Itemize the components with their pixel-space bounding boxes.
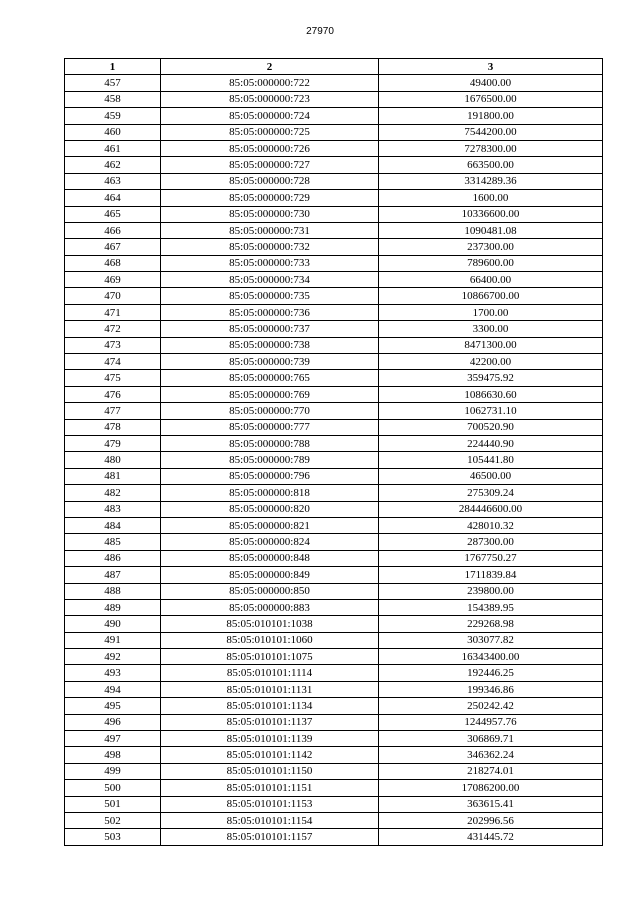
table-row <box>65 386 603 402</box>
row-number-cell: 496 <box>65 714 161 730</box>
cadastral-number-cell: 85:05:000000:734 <box>161 272 379 288</box>
cadastral-number-cell: 85:05:010101:1153 <box>161 796 379 812</box>
row-number-cell: 468 <box>65 255 161 271</box>
cadastral-number-cell: 85:05:000000:770 <box>161 403 379 419</box>
row-number-cell: 483 <box>65 501 161 517</box>
table-row <box>65 550 603 566</box>
row-number-cell: 470 <box>65 288 161 304</box>
value-cell: 191800.00 <box>379 108 603 124</box>
cadastral-number-cell: 85:05:000000:765 <box>161 370 379 386</box>
table-row <box>65 337 603 353</box>
value-cell: 42200.00 <box>379 354 603 370</box>
cadastral-number-cell: 85:05:000000:731 <box>161 222 379 238</box>
cadastral-number-cell: 85:05:000000:739 <box>161 354 379 370</box>
row-number-cell: 492 <box>65 649 161 665</box>
table-row <box>65 173 603 189</box>
value-cell: 1767750.27 <box>379 550 603 566</box>
table-row <box>65 91 603 107</box>
row-number-cell: 495 <box>65 698 161 714</box>
value-cell: 287300.00 <box>379 534 603 550</box>
row-number-cell: 497 <box>65 731 161 747</box>
table-row <box>65 616 603 632</box>
page-number: 27970 <box>306 26 334 37</box>
value-cell: 700520.90 <box>379 419 603 435</box>
value-cell: 154389.95 <box>379 599 603 615</box>
row-number-cell: 499 <box>65 763 161 779</box>
row-number-cell: 471 <box>65 304 161 320</box>
value-cell: 303077.82 <box>379 632 603 648</box>
table-row <box>65 435 603 451</box>
row-number-cell: 478 <box>65 419 161 435</box>
row-number-cell: 500 <box>65 780 161 796</box>
row-number-cell: 502 <box>65 812 161 828</box>
cadastral-number-cell: 85:05:000000:796 <box>161 468 379 484</box>
value-cell: 275309.24 <box>379 485 603 501</box>
row-number-cell: 463 <box>65 173 161 189</box>
table-body <box>65 75 603 845</box>
table-row <box>65 747 603 763</box>
cadastral-number-cell: 85:05:000000:732 <box>161 239 379 255</box>
cadastral-number-cell: 85:05:000000:824 <box>161 534 379 550</box>
cadastral-number-cell: 85:05:000000:723 <box>161 91 379 107</box>
value-cell: 105441.80 <box>379 452 603 468</box>
row-number-cell: 462 <box>65 157 161 173</box>
row-number-cell: 476 <box>65 386 161 402</box>
header-cell-1: 1 <box>65 59 161 75</box>
table-row <box>65 75 603 91</box>
table-row <box>65 206 603 222</box>
cadastral-number-cell: 85:05:000000:738 <box>161 337 379 353</box>
cadastral-number-cell: 85:05:000000:850 <box>161 583 379 599</box>
table-row <box>65 485 603 501</box>
cadastral-number-cell: 85:05:000000:735 <box>161 288 379 304</box>
table-row <box>65 452 603 468</box>
table-row <box>65 681 603 697</box>
table-row <box>65 731 603 747</box>
cadastral-number-cell: 85:05:010101:1157 <box>161 829 379 845</box>
table-row <box>65 534 603 550</box>
value-cell: 239800.00 <box>379 583 603 599</box>
value-cell: 1711839.84 <box>379 567 603 583</box>
row-number-cell: 485 <box>65 534 161 550</box>
row-number-cell: 494 <box>65 681 161 697</box>
cadastral-number-cell: 85:05:010101:1139 <box>161 731 379 747</box>
row-number-cell: 501 <box>65 796 161 812</box>
cadastral-number-cell: 85:05:010101:1038 <box>161 616 379 632</box>
value-cell: 3300.00 <box>379 321 603 337</box>
value-cell: 1090481.08 <box>379 222 603 238</box>
table-row <box>65 288 603 304</box>
table-row <box>65 698 603 714</box>
table-row <box>65 239 603 255</box>
row-number-cell: 498 <box>65 747 161 763</box>
value-cell: 66400.00 <box>379 272 603 288</box>
cadastral-number-cell: 85:05:000000:729 <box>161 190 379 206</box>
cadastral-number-cell: 85:05:000000:818 <box>161 485 379 501</box>
row-number-cell: 481 <box>65 468 161 484</box>
cadastral-number-cell: 85:05:010101:1151 <box>161 780 379 796</box>
value-cell: 346362.24 <box>379 747 603 763</box>
cadastral-number-cell: 85:05:010101:1154 <box>161 812 379 828</box>
value-cell: 1600.00 <box>379 190 603 206</box>
table-row <box>65 812 603 828</box>
value-cell: 8471300.00 <box>379 337 603 353</box>
table-row <box>65 140 603 156</box>
value-cell: 49400.00 <box>379 75 603 91</box>
row-number-cell: 491 <box>65 632 161 648</box>
value-cell: 1700.00 <box>379 304 603 320</box>
row-number-cell: 475 <box>65 370 161 386</box>
cadastral-number-cell: 85:05:000000:727 <box>161 157 379 173</box>
value-cell: 1062731.10 <box>379 403 603 419</box>
row-number-cell: 482 <box>65 485 161 501</box>
table-row <box>65 222 603 238</box>
table-row <box>65 354 603 370</box>
value-cell: 7544200.00 <box>379 124 603 140</box>
table-row <box>65 255 603 271</box>
cadastral-number-cell: 85:05:000000:820 <box>161 501 379 517</box>
cadastral-number-cell: 85:05:010101:1114 <box>161 665 379 681</box>
value-cell: 229268.98 <box>379 616 603 632</box>
table-row <box>65 304 603 320</box>
row-number-cell: 473 <box>65 337 161 353</box>
row-number-cell: 464 <box>65 190 161 206</box>
cadastral-number-cell: 85:05:000000:883 <box>161 599 379 615</box>
table-row <box>65 567 603 583</box>
table-row <box>65 632 603 648</box>
cadastral-number-cell: 85:05:000000:728 <box>161 173 379 189</box>
value-cell: 237300.00 <box>379 239 603 255</box>
table-row <box>65 370 603 386</box>
value-cell: 359475.92 <box>379 370 603 386</box>
cadastral-number-cell: 85:05:010101:1075 <box>161 649 379 665</box>
table-header <box>65 59 603 75</box>
cadastral-number-cell: 85:05:000000:789 <box>161 452 379 468</box>
table-row <box>65 665 603 681</box>
value-cell: 428010.32 <box>379 517 603 533</box>
table-row <box>65 419 603 435</box>
row-number-cell: 480 <box>65 452 161 468</box>
value-cell: 663500.00 <box>379 157 603 173</box>
table-row <box>65 124 603 140</box>
value-cell: 1086630.60 <box>379 386 603 402</box>
row-number-cell: 465 <box>65 206 161 222</box>
cadastral-number-cell: 85:05:000000:724 <box>161 108 379 124</box>
row-number-cell: 460 <box>65 124 161 140</box>
row-number-cell: 477 <box>65 403 161 419</box>
row-number-cell: 487 <box>65 567 161 583</box>
row-number-cell: 493 <box>65 665 161 681</box>
table-row <box>65 190 603 206</box>
table-row <box>65 763 603 779</box>
value-cell: 284446600.00 <box>379 501 603 517</box>
cadastral-number-cell: 85:05:000000:725 <box>161 124 379 140</box>
cadastral-number-cell: 85:05:000000:733 <box>161 255 379 271</box>
cadastral-number-cell: 85:05:010101:1131 <box>161 681 379 697</box>
table-row <box>65 517 603 533</box>
value-cell: 431445.72 <box>379 829 603 845</box>
row-number-cell: 458 <box>65 91 161 107</box>
value-cell: 224440.90 <box>379 435 603 451</box>
cadastral-number-cell: 85:05:000000:821 <box>161 517 379 533</box>
row-number-cell: 484 <box>65 517 161 533</box>
table-row <box>65 403 603 419</box>
value-cell: 1244957.76 <box>379 714 603 730</box>
table-row <box>65 321 603 337</box>
row-number-cell: 479 <box>65 435 161 451</box>
cadastral-number-cell: 85:05:010101:1137 <box>161 714 379 730</box>
cadastral-number-cell: 85:05:000000:849 <box>161 567 379 583</box>
value-cell: 46500.00 <box>379 468 603 484</box>
row-number-cell: 467 <box>65 239 161 255</box>
row-number-cell: 461 <box>65 140 161 156</box>
data-table <box>64 58 603 846</box>
value-cell: 306869.71 <box>379 731 603 747</box>
row-number-cell: 503 <box>65 829 161 845</box>
row-number-cell: 459 <box>65 108 161 124</box>
table-row <box>65 649 603 665</box>
value-cell: 7278300.00 <box>379 140 603 156</box>
table-row <box>65 468 603 484</box>
header-cell-2: 2 <box>161 59 379 75</box>
table-row <box>65 714 603 730</box>
table-row <box>65 501 603 517</box>
cadastral-number-cell: 85:05:010101:1060 <box>161 632 379 648</box>
row-number-cell: 469 <box>65 272 161 288</box>
value-cell: 789600.00 <box>379 255 603 271</box>
row-number-cell: 457 <box>65 75 161 91</box>
value-cell: 202996.56 <box>379 812 603 828</box>
row-number-cell: 472 <box>65 321 161 337</box>
table-row <box>65 796 603 812</box>
value-cell: 10336600.00 <box>379 206 603 222</box>
value-cell: 250242.42 <box>379 698 603 714</box>
row-number-cell: 490 <box>65 616 161 632</box>
value-cell: 199346.86 <box>379 681 603 697</box>
cadastral-number-cell: 85:05:000000:777 <box>161 419 379 435</box>
table-row <box>65 583 603 599</box>
row-number-cell: 474 <box>65 354 161 370</box>
value-cell: 10866700.00 <box>379 288 603 304</box>
table-header-row <box>65 59 603 75</box>
value-cell: 3314289.36 <box>379 173 603 189</box>
cadastral-number-cell: 85:05:000000:722 <box>161 75 379 91</box>
cadastral-number-cell: 85:05:000000:848 <box>161 550 379 566</box>
header-cell-3: 3 <box>379 59 603 75</box>
row-number-cell: 486 <box>65 550 161 566</box>
value-cell: 218274.01 <box>379 763 603 779</box>
value-cell: 192446.25 <box>379 665 603 681</box>
table-row <box>65 272 603 288</box>
value-cell: 17086200.00 <box>379 780 603 796</box>
value-cell: 16343400.00 <box>379 649 603 665</box>
cadastral-number-cell: 85:05:010101:1134 <box>161 698 379 714</box>
cadastral-number-cell: 85:05:000000:737 <box>161 321 379 337</box>
table-row <box>65 599 603 615</box>
row-number-cell: 489 <box>65 599 161 615</box>
table-row <box>65 157 603 173</box>
cadastral-number-cell: 85:05:000000:730 <box>161 206 379 222</box>
value-cell: 363615.41 <box>379 796 603 812</box>
table-row <box>65 780 603 796</box>
cadastral-number-cell: 85:05:000000:769 <box>161 386 379 402</box>
cadastral-number-cell: 85:05:000000:726 <box>161 140 379 156</box>
cadastral-number-cell: 85:05:010101:1142 <box>161 747 379 763</box>
row-number-cell: 488 <box>65 583 161 599</box>
cadastral-number-cell: 85:05:000000:736 <box>161 304 379 320</box>
value-cell: 1676500.00 <box>379 91 603 107</box>
cadastral-number-cell: 85:05:010101:1150 <box>161 763 379 779</box>
row-number-cell: 466 <box>65 222 161 238</box>
cadastral-number-cell: 85:05:000000:788 <box>161 435 379 451</box>
table-row <box>65 108 603 124</box>
table-row <box>65 829 603 845</box>
